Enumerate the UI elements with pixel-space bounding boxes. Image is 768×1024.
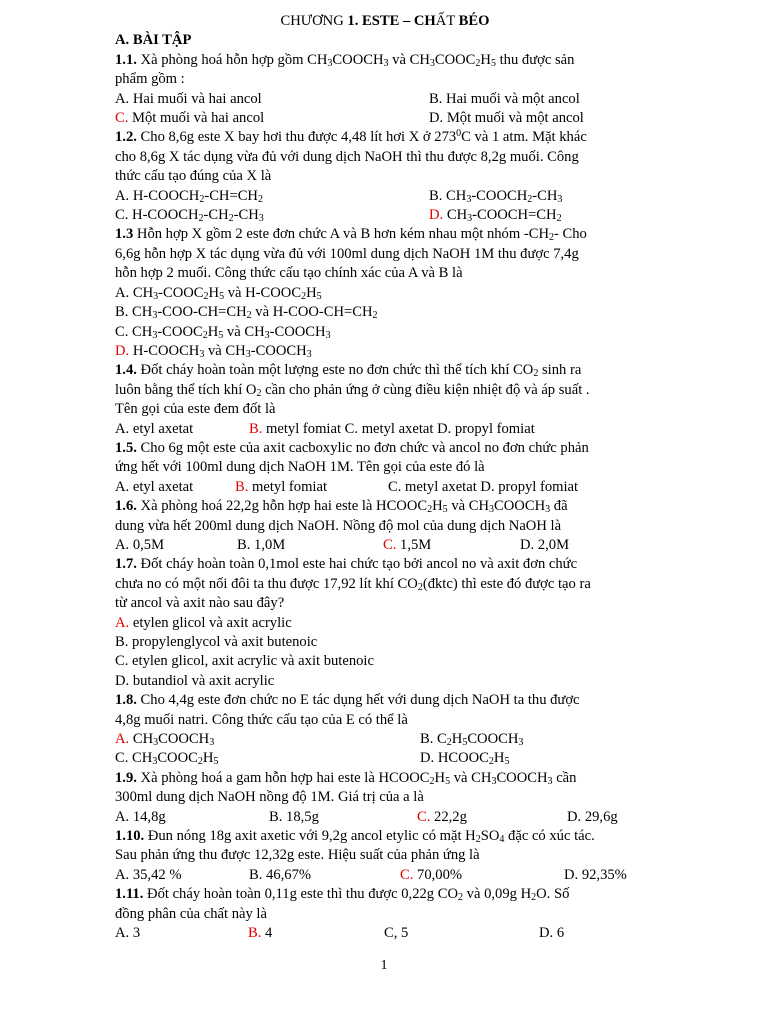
answer-c: C. 1,5M — [383, 536, 432, 553]
answer-c: C. $CH_3COOC_2H_5$ — [115, 750, 219, 768]
question-1-1: 1.1. Xà phòng hoá hỗn hợp gồm $CH_3COOCH_3$ và $CH_3COOC_2H_5$ thu được sản phẩm gồm : A. Hai muối và hai ancol B. Hai muối và một ancol C. Một muối và hai ancol D. Một muối và một ancol — [115, 51, 655, 129]
question-1-3: 1.3 Hỗn hợp X gồm 2 este đơn chức A và B hơn kém nhau một nhóm $-CH_2-$ Cho 6,6g hỗn hợp X tác dụng vừa đủ với 100ml dung dịch NaOH 1M thu được 7,4g hỗn hợp 2 muối. Công thức cấu tạo chính xác của A và B là A. $CH_3-COOC_2H_5$ và $H-COOC_2H_5$ B. $CH_3-COO-CH=CH_2$ và $H-COO-CH=CH_2$ C. $CH_3-COOC_2H_5$ và $CH_3-COOCH_3$ D. $H-COOCH_3$ và $CH_3-COOCH_3$ — [115, 225, 655, 361]
answer-d: D. Một muối và một ancol — [429, 110, 584, 127]
answer-b: B. Hai muối và một ancol — [429, 90, 580, 107]
answer-a: A. Hai muối và hai ancol — [115, 90, 262, 107]
answer-a: A. etyl axetat — [115, 478, 194, 495]
answer-c: C. Một muối và hai ancol — [115, 110, 265, 127]
answer-d: D. $CH_3-COOCH=CH_2$ — [429, 207, 562, 225]
answer-b: B. $CH_3-COO-CH=CH_2$ và $H-COO-CH=CH_2$ — [115, 304, 378, 322]
question-1-5: 1.5. Cho 6g một este của axit cacboxylic no đơn chức và ancol no đơn chức phản ứng hết với 100ml dung dịch NaOH 1M. Tên gọi của este đó là A. etyl axetat B. metyl fomiat C. metyl axetat D. propyl fomiat — [115, 439, 655, 497]
answer-c-d: C. metyl axetat D. propyl fomiat — [388, 478, 579, 495]
answer-a: A. etyl axetat — [115, 420, 194, 437]
answer-c: C. $CH_3-COOC_2H_5$ và $CH_3-COOCH_3$ — [115, 323, 331, 341]
answer-c: C, 5 — [384, 925, 409, 942]
answer-c: C. 22,2g — [417, 808, 467, 825]
answer-d: D. 92,35% — [564, 866, 627, 883]
answer-c: C. 70,00% — [400, 866, 463, 883]
question-1-7: 1.7. Đốt cháy hoàn toàn 0,1mol este hai chức tạo bởi ancol no và axit đơn chức chưa no có một nối đôi ta thu được 17,92 lít khí $CO_2(đktc)$ thì este đó được tạo ra từ ancol và axit nào sau đây? A. etylen glicol và axit acrylic B. propylenglycol và axit butenoic C. etylen glicol, axit acrylic và axit butenoic D. butandiol và axit acrylic — [115, 555, 655, 691]
answer-b: B. 1,0M — [237, 536, 286, 553]
section-heading: A. BÀI TẬP — [115, 32, 192, 49]
question-1-4: 1.4. Đốt cháy hoàn toàn một lượng este no đơn chức thì thể tích khí $CO_2$ sinh ra luôn bằng thể tích khí $O_2$ cần cho phản ứng ở cùng điều kiện nhiệt độ và áp suất . Tên gọi của este đem đốt là A. etyl axetat B. metyl fomiat C. metyl axetat D. propyl fomiat — [115, 361, 655, 439]
answer-a: A. 0,5M — [115, 536, 165, 553]
chapter-title: CHƯƠNG 1. ESTE – CHẤT BÉO — [280, 13, 490, 29]
answer-b: B. propylenglycol và axit butenoic — [115, 634, 318, 650]
question-1-11: 1.11. Đốt cháy hoàn toàn 0,11g este thì thu được 0,22g $CO_2$ và 0,09g $H_2O$. Số đồng phân của chất này là A. 3 B. 4 C, 5 D. 6 — [115, 885, 655, 943]
answer-d: D. 2,0M — [520, 536, 570, 553]
document-page — [115, 12, 655, 944]
question-1-6: 1.6. Xà phòng hoá 22,2g hỗn hợp hai este là $HCOOC_2H_5$ và $CH_3COOCH_3$ đã dung vừa hết 200ml dung dịch NaOH. Nồng độ mol của dung dịch NaOH là A. 0,5M B. 1,0M C. 1,5M D. 2,0M — [115, 497, 655, 555]
answer-d: D. butandiol và axit acrylic — [115, 672, 275, 689]
answer-a: A. $H-COOCH_2-CH=CH_2$ — [115, 187, 263, 205]
answer-c: C. etylen glicol, axit acrylic và axit butenoic — [115, 653, 374, 670]
answer-a: A. $CH_3COOCH_3$ — [115, 731, 215, 749]
answer-a: A. $CH_3-COOC_2H_5$ và $H-COOC_2H_5$ — [115, 284, 322, 302]
answer-b: B. $CH_3-COOCH_2-CH_3$ — [429, 187, 563, 205]
answer-a: A. 3 — [115, 925, 141, 942]
answer-b: B. 18,5g — [269, 808, 319, 825]
answer-d: D. $H-COOCH_3$ và $CH_3-COOCH_3$ — [115, 342, 312, 360]
answer-a: A. 35,42 % — [115, 866, 182, 883]
answer-a: A. etylen glicol và axit acrylic — [115, 614, 292, 631]
answer-c: C. $H-COOCH_2-CH_2-CH_3$ — [115, 207, 264, 225]
answer-d: D. 6 — [539, 925, 565, 942]
answer-b: B. 46,67% — [249, 866, 312, 883]
answer-b: B. 4 — [248, 925, 273, 942]
question-1-9: 1.9. Xà phòng hoá a gam hỗn hợp hai este là $HCOOC_2H_5$ và $CH_3COOCH_3$ cần 300ml dung dịch NaOH nồng độ 1M. Giá trị của a là A. 14,8g B. 18,5g C. 22,2g D. 29,6g — [115, 769, 655, 827]
question-1-8: 1.8. Cho 4,4g este đơn chức no E tác dụng hết với dung dịch NaOH ta thu được 4,8g muối natri. Công thức cấu tạo của E có thể là A. $CH_3COOCH_3$ B. $C_2H_5COOCH_3$ C. $CH_3COOC_2H_5$ D. $HCOOC_2H_5$ — [115, 692, 580, 768]
answer-b-c-d: B. metyl fomiat C. metyl axetat D. propyl fomiat — [249, 420, 535, 437]
page-number: 1 — [380, 958, 388, 973]
answer-d: D. 29,6g — [567, 808, 618, 825]
answer-b: B. $C_2H_5COOCH_3$ — [420, 731, 524, 749]
question-1-2: 1.2. Cho 8,6g este X bay hơi thu được 4,48 lít hơi X ở $273^0C$ và 1 atm. Mặt khác cho 8,6g X tác dụng vừa đủ với dung dịch NaOH thì thu được 8,2g muối. Công thức cấu tạo đúng của X là A. $H-COOCH_2-CH=CH_2$ B. $CH_3-COOCH_2-CH_3$ C. $H-COOCH_2-CH_2-CH_3$ D. $CH_3-COOCH=CH_2$ — [115, 128, 587, 225]
answer-d: D. $HCOOC_2H_5$ — [420, 750, 510, 768]
answer-a: A. 14,8g — [115, 808, 166, 825]
question-1-10: 1.10. Đun nóng 18g axit axetic với 9,2g ancol etylic có mặt $H_2SO_4$ đặc có xúc tác. Sau phản ứng thu được 12,32g este. Hiệu suất của phản ứng là A. 35,42 % B. 46,67% C. 70,00% D. 92,35% — [115, 827, 655, 885]
answer-b: B. metyl fomiat — [235, 478, 328, 495]
